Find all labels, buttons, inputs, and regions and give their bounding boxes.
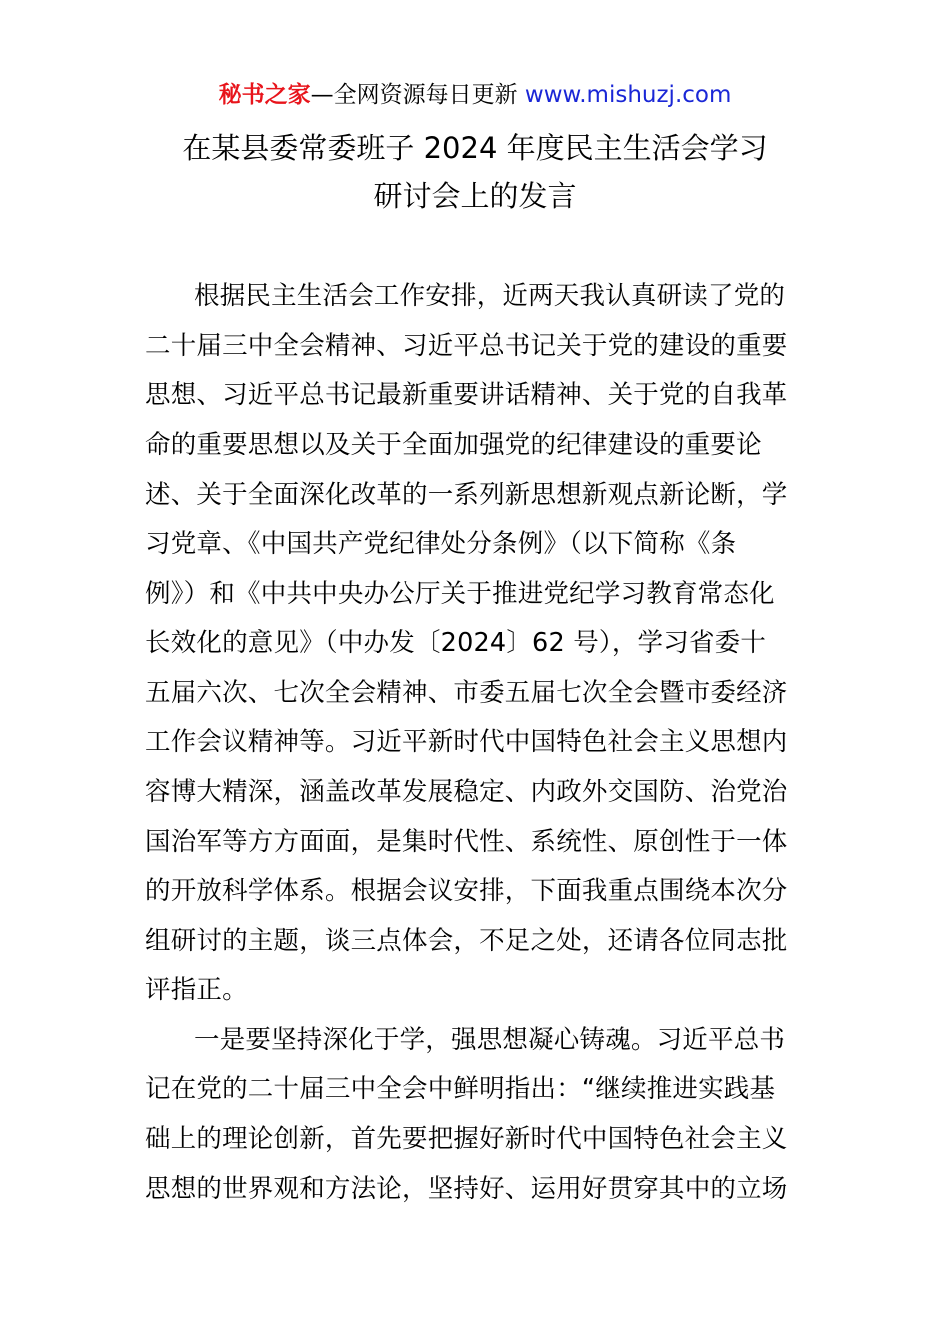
paragraph-1-line: 工作会议精神等。习近平新时代中国特色社会主义思想内 bbox=[145, 727, 788, 757]
site-tagline: —全网资源每日更新 bbox=[310, 82, 525, 108]
paragraph-2-line: 一是要坚持深化于学，强思想凝心铸魂。习近平总书 bbox=[194, 1025, 786, 1055]
paragraph-1-line: 容博大精深，涵盖改革发展稳定、内政外交国防、治党治 bbox=[145, 777, 788, 807]
paragraph-1-line: 命的重要思想以及关于全面加强党的纪律建设的重要论 bbox=[145, 430, 762, 460]
paragraph-1-line: 述、关于全面深化改革的一系列新思想新观点新论断，学 bbox=[145, 480, 788, 510]
site-brand: 秘书之家 bbox=[218, 82, 311, 108]
paragraph-1-line: 习党章、《中国共产党纪律处分条例》（以下简称《条 bbox=[145, 529, 737, 559]
paragraph-1-line: 五届六次、七次全会精神、市委五届七次全会暨市委经济 bbox=[145, 678, 788, 708]
paragraph-1-line: 评指正。 bbox=[145, 975, 248, 1005]
site-url-link[interactable]: www.mishuzj.com bbox=[524, 82, 732, 108]
paragraph-1-line: 思想、习近平总书记最新重要讲话精神、关于党的自我革 bbox=[145, 380, 788, 410]
paragraph-1-line: 的开放科学体系。根据会议安排，下面我重点围绕本次分 bbox=[145, 876, 788, 906]
paragraph-2-line: 思想的世界观和方法论，坚持好、运用好贯穿其中的立场 bbox=[145, 1174, 788, 1204]
document-title-line-2: 研讨会上的发言 bbox=[373, 179, 577, 213]
paragraph-1-line: 例》）和《中共中央办公厅关于推进党纪学习教育常态化 bbox=[145, 579, 775, 609]
paragraph-1-line: 二十届三中全会精神、习近平总书记关于党的建设的重要 bbox=[145, 331, 788, 361]
paragraph-1-line: 根据民主生活会工作安排，近两天我认真研读了党的 bbox=[194, 281, 786, 311]
paragraph-2-line: 记在党的二十届三中全会中鲜明指出：“继续推进实践基 bbox=[145, 1074, 776, 1104]
document-title-line-1: 在某县委常委班子 2024 年度民主生活会学习 bbox=[182, 131, 768, 165]
paragraph-1-line: 长效化的意见》（中办发〔2024〕62 号），学习省委十 bbox=[145, 628, 767, 658]
paragraph-1-line: 组研讨的主题，谈三点体会，不足之处，还请各位同志批 bbox=[145, 926, 788, 956]
paragraph-2-line: 础上的理论创新，首先要把握好新时代中国特色社会主义 bbox=[145, 1124, 788, 1154]
paragraph-1-line: 国治军等方方面面，是集时代性、系统性、原创性于一体 bbox=[145, 827, 788, 857]
site-header bbox=[0, 78, 950, 112]
